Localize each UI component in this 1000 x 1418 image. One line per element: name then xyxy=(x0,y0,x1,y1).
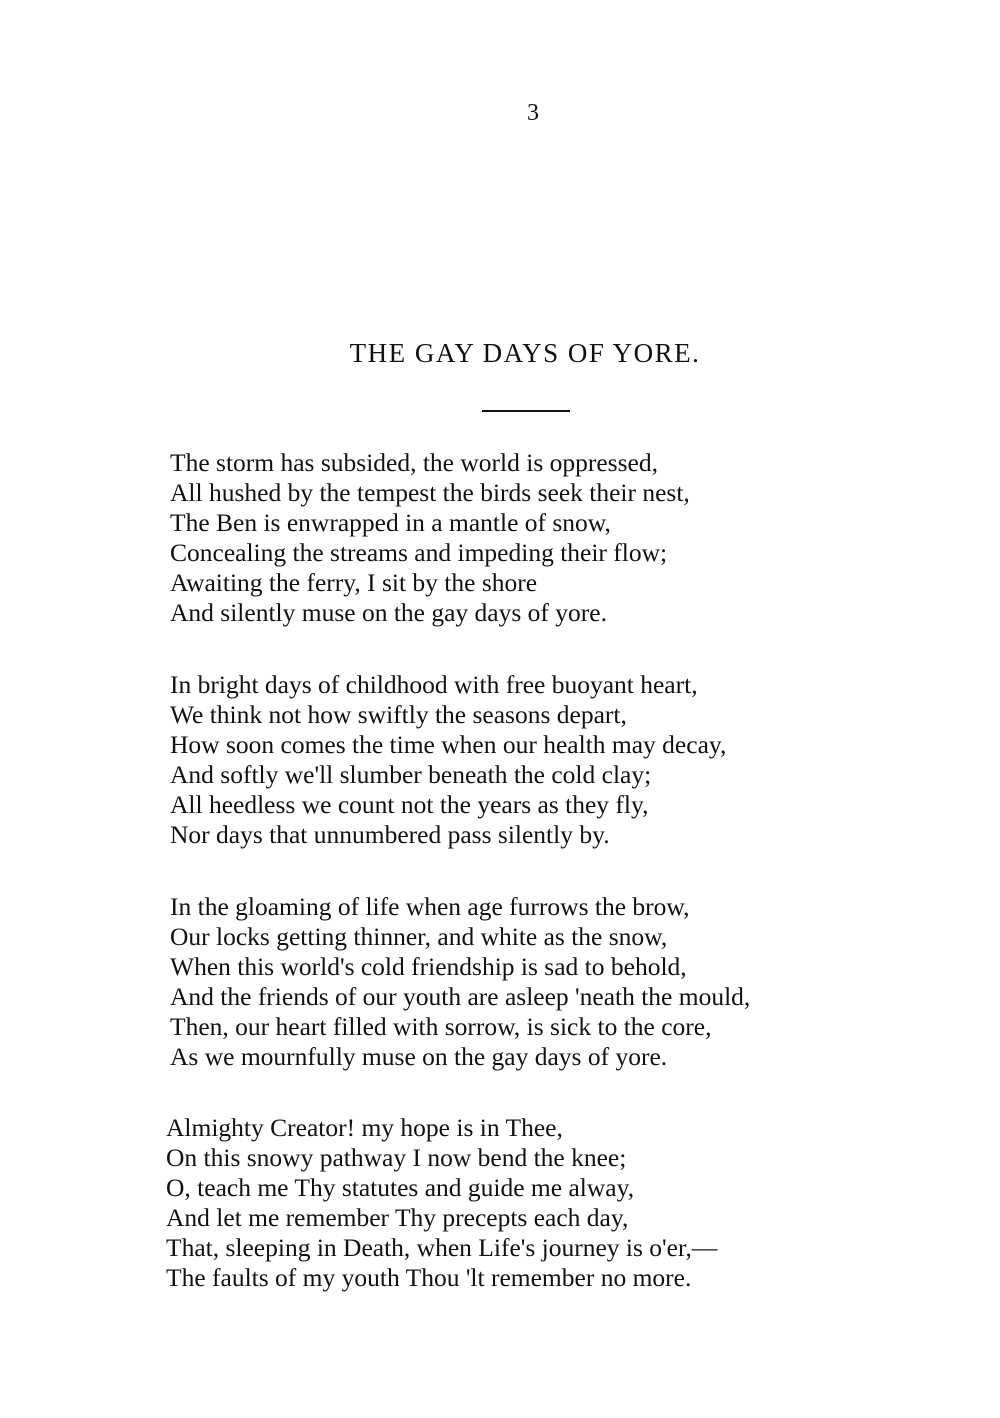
page-number: 3 xyxy=(527,100,539,126)
poem-line: The storm has subsided, the world is oppressed, xyxy=(170,448,658,477)
poem-line: The faults of my youth Thou 'lt remember no more. xyxy=(166,1263,692,1292)
poem-line: In bright days of childhood with free buoyant heart, xyxy=(170,670,698,699)
poem-line: And let me remember Thy precepts each day, xyxy=(166,1203,629,1232)
poem-line: We think not how swiftly the seasons depart, xyxy=(170,700,627,729)
poem-line: Our locks getting thinner, and white as the snow, xyxy=(170,922,668,951)
stanza-2 xyxy=(170,670,726,850)
poem-line: Almighty Creator! my hope is in Thee, xyxy=(166,1113,563,1142)
poem-line: O, teach me Thy statutes and guide me alway, xyxy=(166,1173,635,1202)
poem-title: THE GAY DAYS OF YORE. xyxy=(349,338,701,368)
stanza-3 xyxy=(170,892,750,1072)
poem-line: On this snowy pathway I now bend the knee; xyxy=(166,1143,627,1172)
poem-line: How soon comes the time when our health may decay, xyxy=(170,730,727,759)
poem-line: Then, our heart filled with sorrow, is sick to the core, xyxy=(170,1012,712,1041)
poem-line: That, sleeping in Death, when Life's journey is o'er,— xyxy=(166,1233,718,1262)
title-divider xyxy=(482,410,570,412)
poem-line: Awaiting the ferry, I sit by the shore xyxy=(170,568,538,597)
poem-line: And silently muse on the gay days of yore. xyxy=(170,598,607,627)
stanza-1 xyxy=(170,448,690,628)
stanza-4 xyxy=(166,1113,717,1293)
poem-line: The Ben is enwrapped in a mantle of snow, xyxy=(170,508,611,537)
poem-line: As we mournfully muse on the gay days of yore. xyxy=(170,1042,668,1071)
poem-line: And the friends of our youth are asleep 'neath the mould, xyxy=(170,982,751,1011)
poem-line: Nor days that unnumbered pass silently by. xyxy=(170,820,610,849)
poem-line: And softly we'll slumber beneath the cold clay; xyxy=(170,760,652,789)
poem-line: When this world's cold friendship is sad to behold, xyxy=(170,952,687,981)
poem-line: Concealing the streams and impeding their flow; xyxy=(170,538,668,567)
poem-line: In the gloaming of life when age furrows the brow, xyxy=(170,892,690,921)
poem-line: All hushed by the tempest the birds seek their nest, xyxy=(170,478,690,507)
poem-line: All heedless we count not the years as they fly, xyxy=(170,790,649,819)
